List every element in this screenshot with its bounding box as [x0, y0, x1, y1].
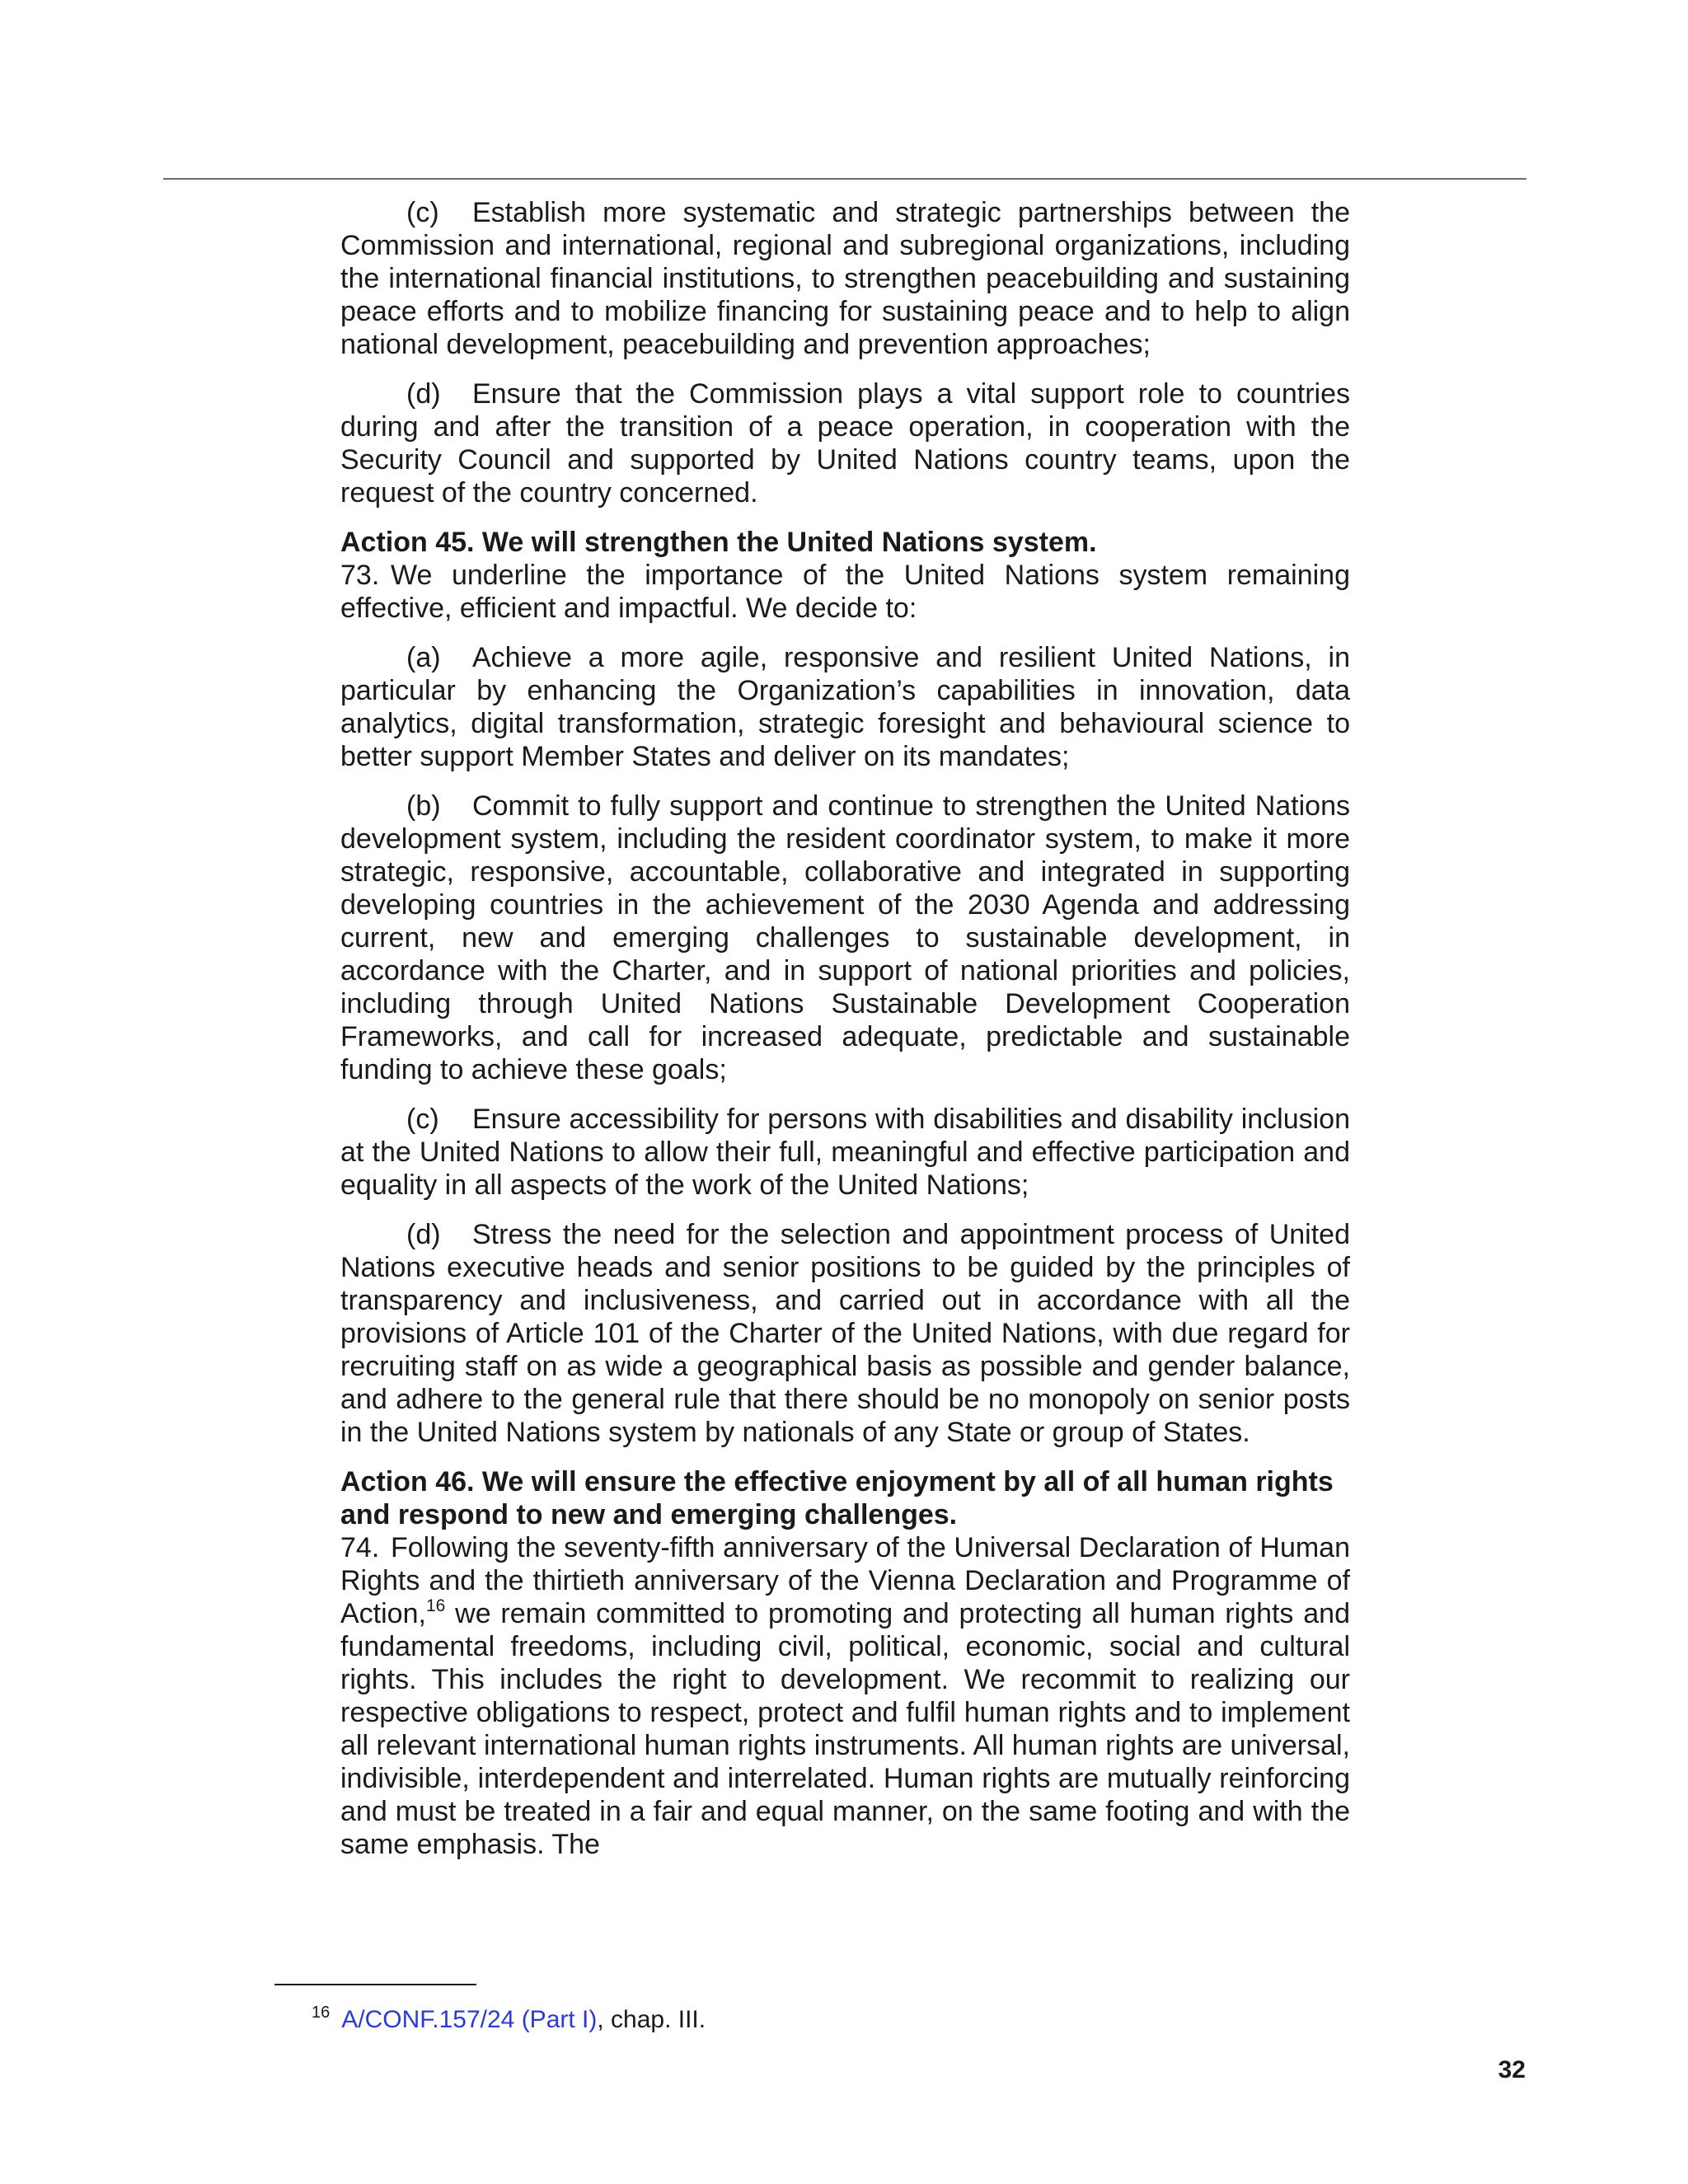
item-text: Ensure accessibility for persons with disabilities and disability inclusion at the United Nations to allow their full, meaningful and effective participation and equality in all aspects of the work of the United Nations; — [340, 1104, 1350, 1201]
footnote-reference[interactable]: 16 — [425, 1596, 446, 1615]
paragraph-73 — [340, 559, 1350, 625]
paragraph-73a — [340, 641, 1350, 773]
paragraph-number: 74. — [340, 1532, 380, 1563]
paragraph-74 — [340, 1531, 1350, 1861]
heading-line-2: and respond to new and emerging challenges. — [340, 1499, 958, 1530]
heading-line-1: Action 46. We will ensure the effective enjoyment by all of all human rights — [340, 1466, 1334, 1497]
action-46-heading — [340, 1465, 1350, 1531]
footnote-mark: 16 — [312, 2004, 331, 2022]
paragraph-72c — [340, 196, 1350, 361]
item-label: (c) — [406, 197, 439, 228]
paragraph-73b — [340, 790, 1350, 1086]
item-text: Commit to fully support and continue to strengthen the United Nations development system, including the resident coordinator system, to make it more strategic, responsive, accountable, collaborative and integrated in supporting developing countries in the achievement of the 2030 Agenda and addressing current, new and emerging challenges to sustainable development, in accordance with the Charter, and in support of national priorities and policies, including through United Nations Sustainable Development Cooperation Frameworks, and call for increased adequate, predictable and sustainable funding to achieve these goals; — [340, 790, 1350, 1085]
paragraph-text-part-2: we remain committed to promoting and protecting all human rights and fundamental freedoms, including civil, political, economic, social and cultural rights. This includes the right to development. We recommit to realizing our respective obligations to respect, protect and fulfil human rights and to implement all relevant international human rights instruments. All human rights are universal, indivisible, interdependent and interrelated. Human rights are mutually reinforcing and must be treated in a fair and equal manner, on the same footing and with the same emphasis. The — [340, 1598, 1350, 1860]
item-text: Stress the need for the selection and appointment process of United Nations executive heads and senior positions to be guided by the principles of transparency and inclusiveness, and carried out in accordance with all the provisions of Article 101 of the Charter of the United Nations, with due regard for recruiting staff on as wide a geographical basis as possible and gender balance, and adhere to the general rule that there should be no monopoly on senior posts in the United Nations system by nationals of any State or group of States. — [340, 1219, 1350, 1448]
footnote-text: , chap. III. — [597, 2006, 706, 2033]
item-label: (d) — [406, 378, 441, 410]
item-text: Achieve a more agile, responsive and resilient United Nations, in particular by enhancing the Organization’s capabilities in innovation, data analytics, digital transformation, strategic foresight and behavioural science to better support Member States and deliver on its mandates; — [340, 642, 1350, 772]
paragraph-73c — [340, 1103, 1350, 1202]
main-content — [340, 196, 1350, 1877]
footnote-16 — [312, 1998, 706, 2035]
header-rule — [163, 178, 1526, 180]
action-45-heading: Action 45. We will strengthen the United Nations system. — [340, 527, 1097, 558]
item-label: (a) — [406, 642, 441, 673]
item-text: Establish more systematic and strategic partnerships between the Commission and international, regional and subregional organizations, including the international financial institutions, to strengthen peacebuilding and sustaining peace efforts and to mobilize financing for sustaining peace and to help to align national development, peacebuilding and prevention approaches; — [340, 197, 1350, 360]
paragraph-number: 73. — [340, 560, 380, 591]
paragraph-72d — [340, 377, 1350, 509]
item-label: (b) — [406, 790, 441, 822]
paragraph-73d — [340, 1218, 1350, 1449]
footnote-separator — [274, 1984, 476, 1985]
item-text: Ensure that the Commission plays a vital support role to countries during and after the transition of a peace operation, in cooperation with the Security Council and supported by United Nations country teams, upon the request of the country concerned. — [340, 378, 1350, 509]
footnote-document-link[interactable]: A/CONF.157/24 (Part I) — [341, 2006, 598, 2033]
page-number: 32 — [1498, 2056, 1526, 2083]
paragraph-text-part-1: Following the seventy-fifth anniversary of the Universal Declaration of Human Rights and the thirtieth anniversary of the Vienna Declaration and Programme of Action, — [340, 1532, 1350, 1629]
item-label: (d) — [406, 1219, 441, 1250]
paragraph-text: We underline the importance of the United Nations system remaining effective, efficient and impactful. We decide to: — [340, 560, 1350, 624]
item-label: (c) — [406, 1104, 439, 1135]
